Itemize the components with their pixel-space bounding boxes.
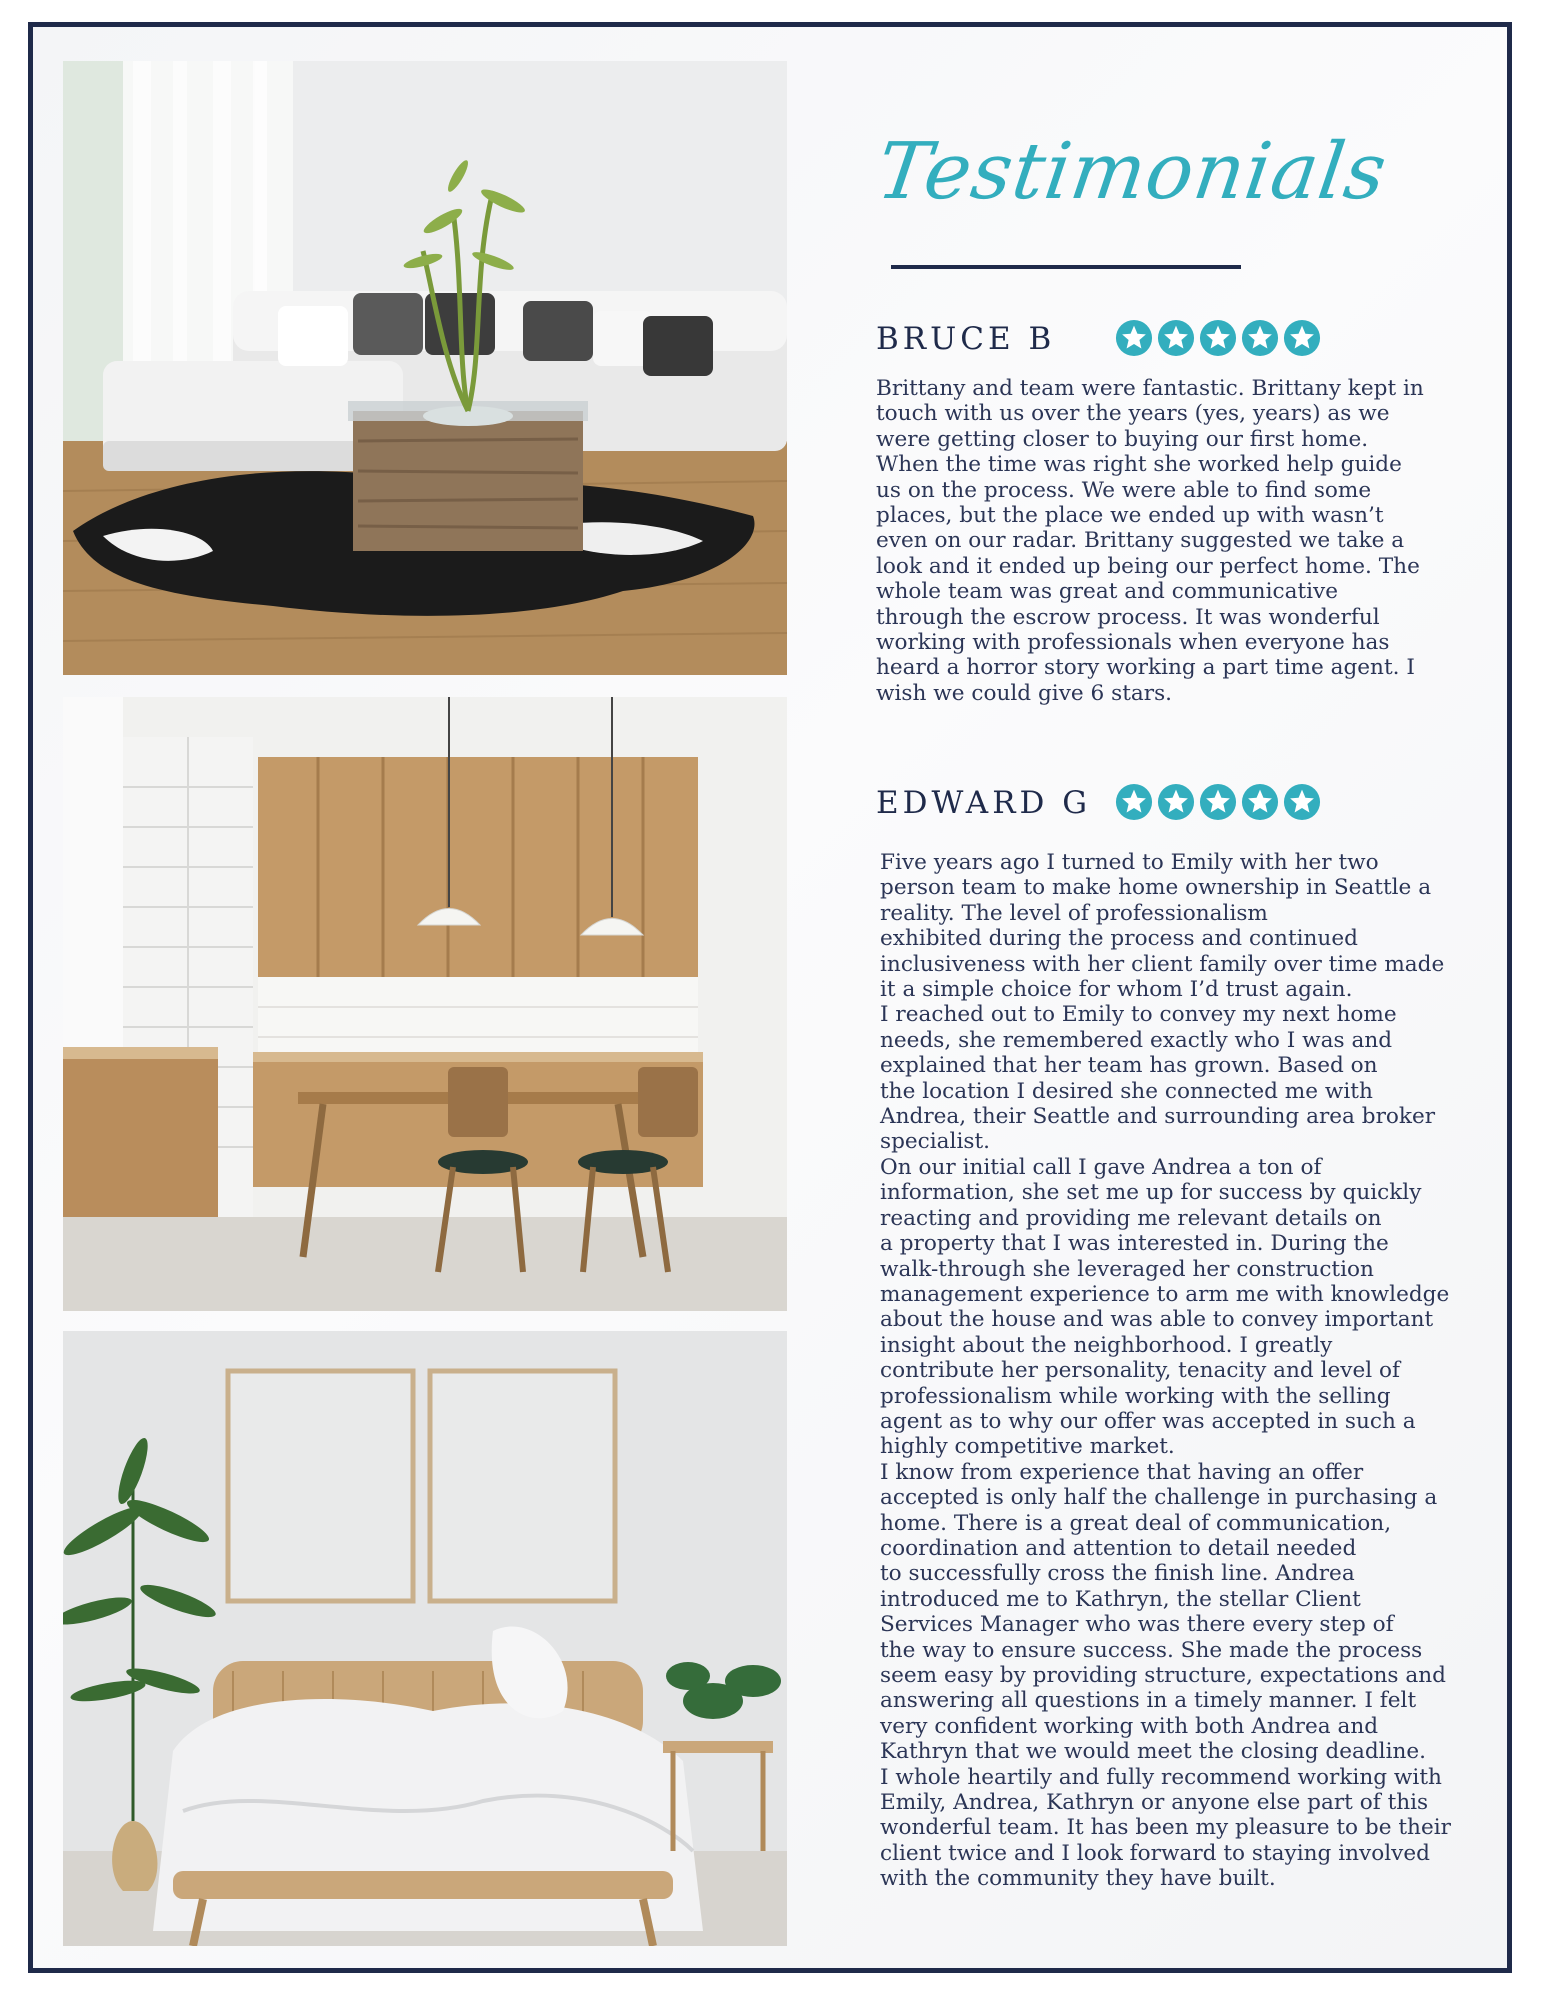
testimonial-line: wonderful team. It has been my pleasure to be their (880, 1815, 1451, 1841)
testimonial-line: highly competitive market. (880, 1434, 1175, 1460)
testimonial-line: I whole heartily and fully recommend working with (880, 1764, 1442, 1790)
testimonial-line: management experience to arm me with knowledge (880, 1281, 1450, 1307)
testimonial-line: needs, she remembered exactly who I was and (880, 1027, 1393, 1053)
testimonial-line: answering all questions in a timely manner. I felt (880, 1688, 1417, 1714)
testimonial-line: it a simple choice for whom I’d trust again. (880, 977, 1353, 1003)
testimonial-line: look and it ended up being our perfect home. The (876, 553, 1420, 579)
testimonial-line: whole team was great and communicative (876, 579, 1339, 605)
star-icon (1157, 319, 1195, 357)
reviewer-name: EDWARD G (876, 785, 1092, 821)
testimonial-line: Andrea, their Seattle and surrounding area broker (880, 1104, 1436, 1130)
testimonial-line: a property that I was interested in. During the (880, 1231, 1389, 1257)
star-rating (1115, 319, 1321, 357)
testimonial-line: walk-through she leveraged her construction (880, 1256, 1374, 1282)
testimonial-line: touch with us over the years (yes, years) as we (876, 401, 1390, 427)
testimonial-line: I know from experience that having an offer (880, 1459, 1364, 1485)
testimonial-line: very confident working with both Andrea and (880, 1713, 1379, 1739)
testimonial-line: Brittany and team were fantastic. Brittany kept in (876, 376, 1424, 401)
star-icon (1199, 783, 1237, 821)
testimonial-line: person team to make home ownership in Seattle a (880, 875, 1432, 901)
testimonial-line: seem easy by providing structure, expectations and (880, 1663, 1446, 1688)
star-icon (1115, 319, 1153, 357)
testimonial-line: explained that her team has grown. Based on (880, 1053, 1378, 1079)
testimonial-line: client twice and I look forward to staying involved (880, 1840, 1430, 1866)
living-room-photo (63, 61, 787, 675)
kitchen-photo (63, 697, 787, 1311)
testimonial-line: the location I desired she connected me with (880, 1078, 1373, 1104)
star-icon (1115, 783, 1153, 821)
star-rating (1115, 783, 1321, 821)
testimonials-page (28, 22, 1512, 1973)
star-icon (1283, 783, 1321, 821)
testimonial-line: the way to ensure success. She made the process (880, 1637, 1423, 1663)
testimonial-line: wish we could give 6 stars. (876, 680, 1173, 706)
testimonial-line: insight about the neighborhood. I greatly (880, 1332, 1333, 1358)
testimonial-text (880, 850, 1480, 1892)
testimonial-line: inclusiveness with her client family over time made (880, 951, 1445, 977)
testimonial-line: specialist. (880, 1129, 990, 1155)
testimonial-line: working with professionals when everyone has (876, 630, 1390, 656)
title-divider (891, 265, 1241, 269)
star-icon (1157, 783, 1195, 821)
testimonial-line: contribute her personality, tenacity and level of (880, 1358, 1401, 1384)
testimonial-line: reality. The level of professionalism (880, 900, 1268, 926)
testimonial-line: professionalism while working with the selling (880, 1383, 1391, 1409)
star-icon (1199, 319, 1237, 357)
testimonial-line: exhibited during the process and continued (880, 926, 1358, 952)
reviewer-name: BRUCE B (876, 321, 1056, 357)
star-icon (1241, 783, 1279, 821)
testimonial-line: home. There is a great deal of communication, (880, 1510, 1392, 1536)
testimonial-line: Emily, Andrea, Kathryn or anyone else part of this (880, 1790, 1429, 1816)
testimonial-line: to successfully cross the finish line. Andrea (880, 1561, 1355, 1587)
testimonial-line: us on the process. We were able to find some (876, 477, 1372, 503)
testimonial-line: Five years ago I turned to Emily with her two (880, 850, 1379, 875)
testimonial-line: accepted is only half the challenge in purchasing a (880, 1485, 1438, 1511)
testimonial-line: reacting and providing me relevant details on (880, 1205, 1382, 1231)
testimonial-line: even on our radar. Brittany suggested we take a (876, 528, 1405, 554)
star-icon (1283, 319, 1321, 357)
testimonial-line: Kathryn that we would meet the closing deadline. (880, 1739, 1427, 1765)
bedroom-photo (63, 1331, 787, 1946)
testimonial-line: I reached out to Emily to convey my next home (880, 1002, 1397, 1028)
testimonial-text (876, 376, 1476, 706)
testimonial-line: information, she set me up for success by quickly (880, 1180, 1422, 1206)
testimonial-line: places, but the place we ended up with wasn’t (876, 503, 1384, 529)
testimonial-line: heard a horror story working a part time agent. I (876, 655, 1415, 681)
testimonial-line: with the community they have built. (880, 1866, 1276, 1892)
testimonial-line: through the escrow process. It was wonderful (876, 604, 1380, 630)
testimonial-line: coordination and attention to detail needed (880, 1535, 1357, 1561)
testimonial-line: introduced me to Kathryn, the stellar Client (880, 1586, 1361, 1612)
testimonial-line: were getting closer to buying our first home. (876, 426, 1369, 452)
testimonial-line: Services Manager who was there every step of (880, 1612, 1394, 1638)
testimonial-line: agent as to why our offer was accepted in such a (880, 1408, 1416, 1434)
testimonial-line: On our initial call I gave Andrea a ton of (880, 1154, 1322, 1180)
testimonial-line: When the time was right she worked help guide (876, 452, 1402, 478)
testimonial-line: about the house and was able to convey important (880, 1307, 1434, 1333)
star-icon (1241, 319, 1279, 357)
page-title: Testimonials (871, 127, 1393, 217)
